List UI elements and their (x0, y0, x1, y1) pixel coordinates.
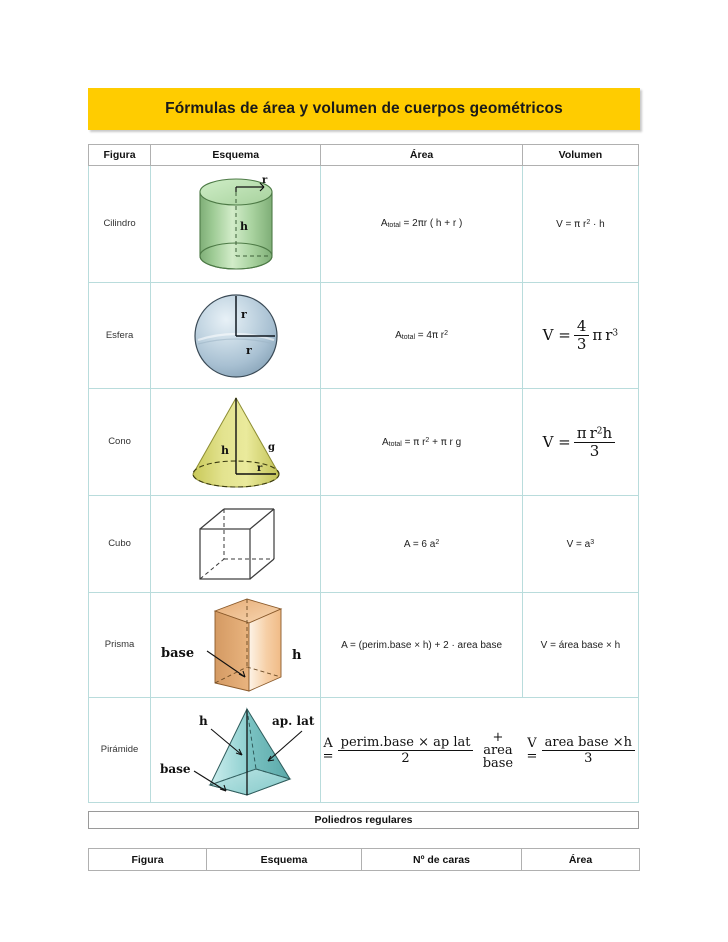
diagram-cell-piramide (151, 698, 321, 803)
area-formula-cubo (321, 496, 522, 593)
piramide-formula-group (321, 731, 638, 770)
cone-label-r: r (256, 463, 263, 474)
piramide-area-lead: A = (322, 736, 334, 764)
prism-label-base: base (160, 646, 194, 661)
volumen-formula-text-esfera: V = $\frac{4}{3}$ π $r^3$ (542, 317, 619, 353)
formulas-table (88, 144, 639, 803)
poly-header-caras: Nº de caras (362, 849, 522, 871)
cylinder-diagram (182, 170, 290, 278)
volumen-formula-cilindro (522, 166, 638, 283)
area-formula-text-cono: Atotal = π $r^2 + \pi$ r g (381, 436, 462, 448)
sphere-diagram (186, 288, 286, 384)
table-header-row (89, 145, 639, 166)
pyramid-label-base: base (159, 762, 191, 776)
area-formula-text-esfera: Atotal = 4π $r^2$ (395, 329, 449, 342)
piramide-area-numerator: perim.base × ap lat (338, 736, 474, 751)
figura-label-cubo: Cubo (89, 496, 151, 593)
area-formula-prisma (321, 593, 522, 698)
table-row-cubo (89, 496, 639, 593)
table-row-cilindro (89, 166, 639, 283)
figura-label-cilindro: Cilindro (89, 166, 151, 283)
figura-label-prisma: Prisma (89, 593, 151, 698)
pyramid-label-ap-lat: ap. lat (271, 714, 315, 728)
piramide-volumen-fraction (542, 736, 635, 765)
piramide-volumen-denominator: 3 (584, 750, 593, 766)
header-esquema: Esquema (151, 145, 321, 166)
volumen-formula-esfera (522, 283, 638, 389)
cylinder-label-r: r (261, 175, 268, 186)
piramide-formulas-cell (321, 698, 639, 803)
poly-header-esquema: Esquema (207, 849, 362, 871)
page-title-banner (88, 88, 640, 130)
header-area: Área (321, 145, 522, 166)
cone-label-g: g (267, 442, 275, 453)
piramide-area-fraction (338, 736, 474, 765)
sphere-label-r-horizontal: r (245, 343, 252, 357)
page-title: Fórmulas de área y volumen de cuerpos geométricos (165, 100, 563, 117)
cube-diagram (186, 501, 286, 587)
piramide-area-tail: + area base (482, 729, 514, 771)
diagram-cell-cubo (151, 496, 321, 593)
figura-label-piramide: Pirámide (89, 698, 151, 803)
volumen-formula-cubo (522, 496, 638, 593)
area-formula-esfera (321, 283, 522, 389)
volumen-formula-prisma (522, 593, 638, 698)
table-row-prisma (89, 593, 639, 698)
diagram-cell-cilindro (151, 166, 321, 283)
diagram-cell-cono (151, 389, 321, 496)
table-row-piramide (89, 698, 639, 803)
pyramid-diagram (152, 699, 320, 801)
volumen-formula-text-prisma: V = área base × h (540, 639, 621, 651)
piramide-volumen-lead: V = (526, 736, 538, 764)
volumen-formula-text-cono: V = $\frac{\pi r^2h}{3}$ (543, 426, 619, 459)
volumen-formula-text-cubo: $V = a^3$ (566, 538, 595, 550)
area-formula-cono (321, 389, 522, 496)
poly-header-area: Área (522, 849, 640, 871)
section-band-label: Poliedros regulares (314, 814, 413, 826)
volumen-formula-text-cilindro: V = π $r^2 \cdot h$ (556, 218, 605, 230)
header-volumen: Volumen (522, 145, 638, 166)
diagram-cell-esfera (151, 283, 321, 389)
poliedros-header-row (89, 849, 640, 871)
header-figura: Figura (89, 145, 151, 166)
cone-diagram (177, 392, 295, 492)
area-formula-text-cubo: A = 6 $a^2$ (403, 538, 440, 550)
poly-header-figura: Figura (89, 849, 207, 871)
table-row-esfera (89, 283, 639, 389)
cone-label-h: h (220, 444, 229, 457)
piramide-volumen-numerator: area base ×h (542, 736, 635, 751)
area-formula-text-prisma: A = (perim.base × h) + 2 · area base (341, 639, 503, 651)
figura-label-cono: Cono (89, 389, 151, 496)
prism-label-h: h (291, 648, 302, 663)
pyramid-label-h: h (198, 714, 208, 728)
volumen-formula-cono (522, 389, 638, 496)
piramide-area-denominator: 2 (401, 750, 410, 766)
area-formula-cilindro (321, 166, 522, 283)
section-band-poliedros (88, 811, 639, 829)
sphere-label-r-vertical: r (240, 307, 247, 321)
diagram-cell-prisma (151, 593, 321, 698)
cylinder-label-h: h (239, 220, 248, 233)
poliedros-table (88, 848, 640, 871)
area-formula-text-cilindro: Atotal = 2πr ( h + r ) (380, 218, 463, 230)
table-row-cono (89, 389, 639, 496)
prism-diagram (153, 595, 319, 695)
figura-label-esfera: Esfera (89, 283, 151, 389)
